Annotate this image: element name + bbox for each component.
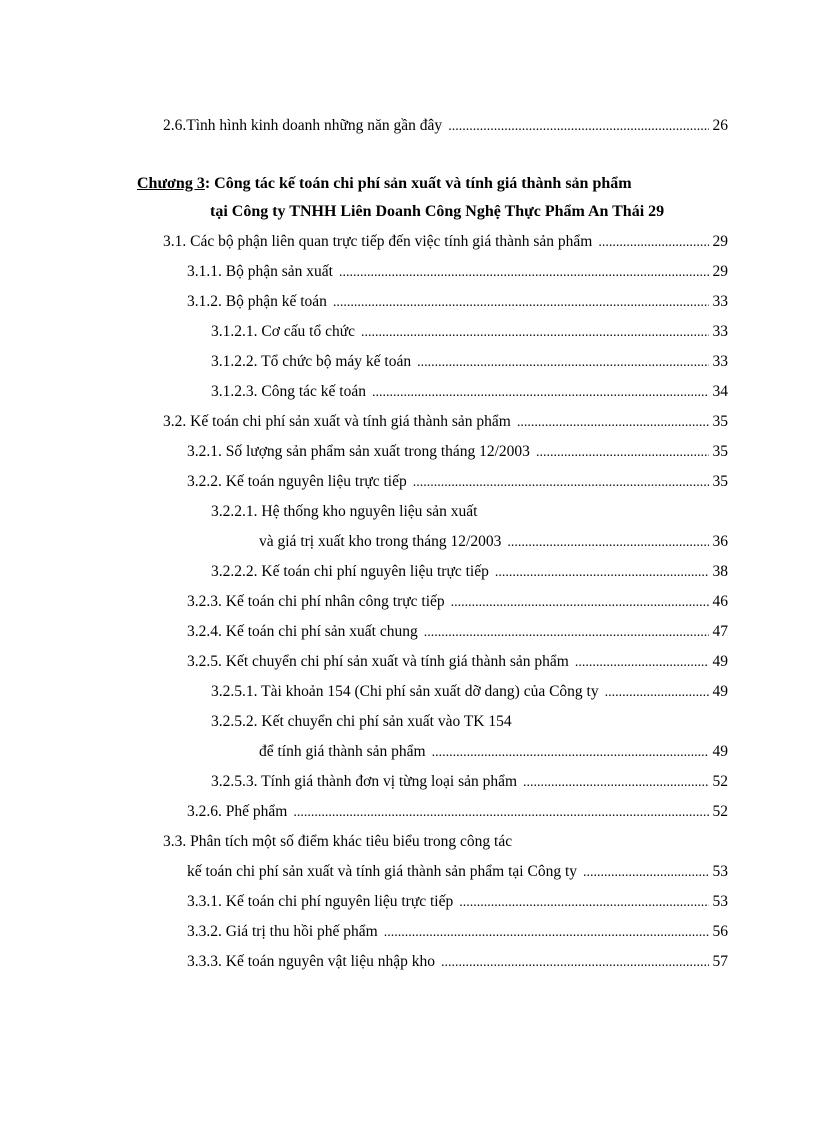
toc-entry-page: 53: [712, 863, 728, 880]
toc-entry-text: 3.3.2. Giá trị thu hồi phế phẩm: [187, 923, 378, 940]
toc-entry-text: để tính giá thành sản phẩm: [259, 743, 426, 760]
toc-entry-text: 3.1.2. Bộ phận kế toán: [187, 293, 327, 310]
toc-entry-text: kế toán chi phí sản xuất và tính giá thành sản phẩm tại Công ty: [187, 863, 578, 880]
toc-entry-text: 3.2.2. Kế toán nguyên liệu trực tiếp: [187, 473, 407, 490]
dot-leader: [523, 770, 708, 796]
toc-entry-page: 47: [712, 623, 728, 640]
toc-entry-page: 29: [712, 233, 728, 250]
toc-entry-text: 2.6.Tình hình kinh doanh những năn gần đây: [163, 117, 443, 134]
dot-leader: [605, 680, 709, 706]
toc-entry-3-1[interactable]: [163, 229, 728, 255]
dot-leader: [507, 530, 708, 556]
toc-entry-3-2-6[interactable]: [187, 799, 728, 825]
toc-entry-page: 35: [712, 413, 728, 430]
toc-entry-3-1-1[interactable]: [187, 259, 728, 285]
toc-entry-text: 3.3.1. Kế toán chi phí nguyên liệu trực tiếp: [187, 893, 454, 910]
toc-entry-page: 36: [712, 533, 728, 550]
toc-entry-page: 35: [712, 443, 728, 460]
toc-entry-text: 3.1.1. Bộ phận sản xuất: [187, 263, 333, 280]
dot-leader: [448, 114, 708, 140]
toc-entry-3-1-2[interactable]: [187, 289, 728, 315]
toc-entry-page: 29: [648, 203, 665, 220]
toc-entry-3-2-4[interactable]: [187, 619, 728, 645]
toc-entry-3-1-2-2[interactable]: [211, 349, 728, 375]
toc-entry-text: 3.2.5.2. Kết chuyển chi phí sản xuất vào TK 154: [211, 713, 512, 730]
dot-leader: [293, 800, 708, 826]
toc-entry-3-2-5-2-cont[interactable]: [259, 739, 728, 765]
toc-entry-2-6[interactable]: [163, 113, 728, 139]
toc-entry-page: 38: [712, 563, 728, 580]
dot-leader: [495, 560, 709, 586]
chapter-3-heading-cont[interactable]: [210, 199, 728, 225]
toc-entry-text: và giá trị xuất kho trong tháng 12/2003: [259, 533, 502, 550]
toc-entry-text: 3.3. Phân tích một số điểm khác tiêu biểu trong công tác: [163, 833, 513, 850]
dot-leader: [583, 860, 708, 886]
toc-entry-3-2-1[interactable]: [187, 439, 728, 465]
toc-entry-text: 3.2.6. Phế phẩm: [187, 803, 288, 820]
toc-entry-text: 3.1.2.2. Tổ chức bộ máy kế toán: [211, 353, 412, 370]
toc-entry-text: 3.2. Kế toán chi phí sản xuất và tính giá thành sản phẩm: [163, 413, 511, 430]
toc-entry-text: 3.2.5.1. Tài khoản 154 (Chi phí sản xuất dỡ dang) của Công ty: [211, 683, 599, 700]
toc-entry-3-2-3[interactable]: [187, 589, 728, 615]
toc-entry-page: 29: [712, 263, 728, 280]
toc-entry-page: 49: [712, 683, 728, 700]
toc-entry-page: 35: [712, 473, 728, 490]
dot-leader: [361, 320, 708, 346]
chapter-label: Chương 3: [137, 175, 205, 192]
toc-entry-page: 56: [712, 923, 728, 940]
toc-entry-page: 33: [712, 293, 728, 310]
dot-leader: [598, 230, 708, 256]
toc-entry-text: 3.1. Các bộ phận liên quan trực tiếp đến việc tính giá thành sản phẩm: [163, 233, 593, 250]
chapter-title: : Công tác kế toán chi phí sản xuất và tính giá thành sản phẩm: [204, 175, 632, 192]
chapter-title-cont: tại Công ty TNHH Liên Doanh Công Nghệ Thực Phẩm An Thái: [210, 203, 645, 220]
dot-leader: [517, 410, 709, 436]
toc-entry-page: 33: [712, 323, 728, 340]
toc-entry-3-2-2-1[interactable]: [211, 499, 728, 525]
dot-leader: [424, 620, 709, 646]
toc-entry-3-2-5-2[interactable]: [211, 709, 728, 735]
toc-entry-3-1-2-3[interactable]: [211, 379, 728, 405]
toc-entry-3-2-5-1[interactable]: [211, 679, 728, 705]
toc-entry-3-2-5-3[interactable]: [211, 769, 728, 795]
toc-entry-3-3-2[interactable]: [187, 919, 728, 945]
dot-leader: [413, 470, 709, 496]
toc-entry-page: 49: [712, 653, 728, 670]
toc-entry-3-2-5[interactable]: [187, 649, 728, 675]
toc-entry-3-3-3[interactable]: [187, 949, 728, 975]
toc-entry-text: 3.2.2.2. Kế toán chi phí nguyên liệu trực tiếp: [211, 563, 489, 580]
toc-entry-page: 26: [712, 117, 728, 134]
toc-entry-text: 3.2.3. Kế toán chi phí nhân công trực tiếp: [187, 593, 445, 610]
dot-leader: [372, 380, 709, 406]
toc-entry-text: 3.2.4. Kế toán chi phí sản xuất chung: [187, 623, 418, 640]
toc-entry-3-2-2-1-cont[interactable]: [259, 529, 728, 555]
dot-leader: [441, 950, 709, 976]
toc-entry-3-3[interactable]: [163, 829, 728, 855]
dot-leader: [417, 350, 708, 376]
dot-leader: [384, 920, 709, 946]
dot-leader: [575, 650, 709, 676]
dot-leader: [451, 590, 709, 616]
toc-entry-3-2[interactable]: [163, 409, 728, 435]
toc-entry-page: 49: [712, 743, 728, 760]
toc-entry-3-3-1[interactable]: [187, 889, 728, 915]
toc-entry-text: 3.2.5.3. Tính giá thành đơn vị từng loại sản phẩm: [211, 773, 518, 790]
toc-entry-page: 34: [712, 383, 728, 400]
toc-entry-text: 3.3.3. Kế toán nguyên vật liệu nhập kho: [187, 953, 435, 970]
toc-entry-text: 3.1.2.3. Công tác kế toán: [211, 383, 366, 400]
toc-entry-text: 3.2.2.1. Hệ thống kho nguyên liệu sản xuất: [211, 503, 478, 520]
toc-entry-page: 46: [712, 593, 728, 610]
toc-entry-3-2-2-2[interactable]: [211, 559, 728, 585]
dot-leader: [459, 890, 708, 916]
toc-entry-page: 57: [712, 953, 728, 970]
toc-entry-page: 52: [712, 803, 728, 820]
toc-entry-page: 33: [712, 353, 728, 370]
toc-entry-3-1-2-1[interactable]: [211, 319, 728, 345]
dot-leader: [432, 740, 709, 766]
toc-entry-page: 52: [712, 773, 728, 790]
dot-leader: [333, 290, 709, 316]
toc-entry-page: 53: [712, 893, 728, 910]
toc-entry-3-2-2[interactable]: [187, 469, 728, 495]
toc-entry-text: 3.1.2.1. Cơ cấu tổ chức: [211, 323, 356, 340]
toc-entry-3-3-cont[interactable]: [187, 859, 728, 885]
dot-leader: [339, 260, 709, 286]
toc-entry-text: 3.2.1. Số lượng sản phẩm sản xuất trong tháng 12/2003: [187, 443, 530, 460]
dot-leader: [536, 440, 709, 466]
chapter-3-heading[interactable]: [137, 171, 728, 197]
toc-entry-text: 3.2.5. Kết chuyển chi phí sản xuất và tính giá thành sản phẩm: [187, 653, 569, 670]
